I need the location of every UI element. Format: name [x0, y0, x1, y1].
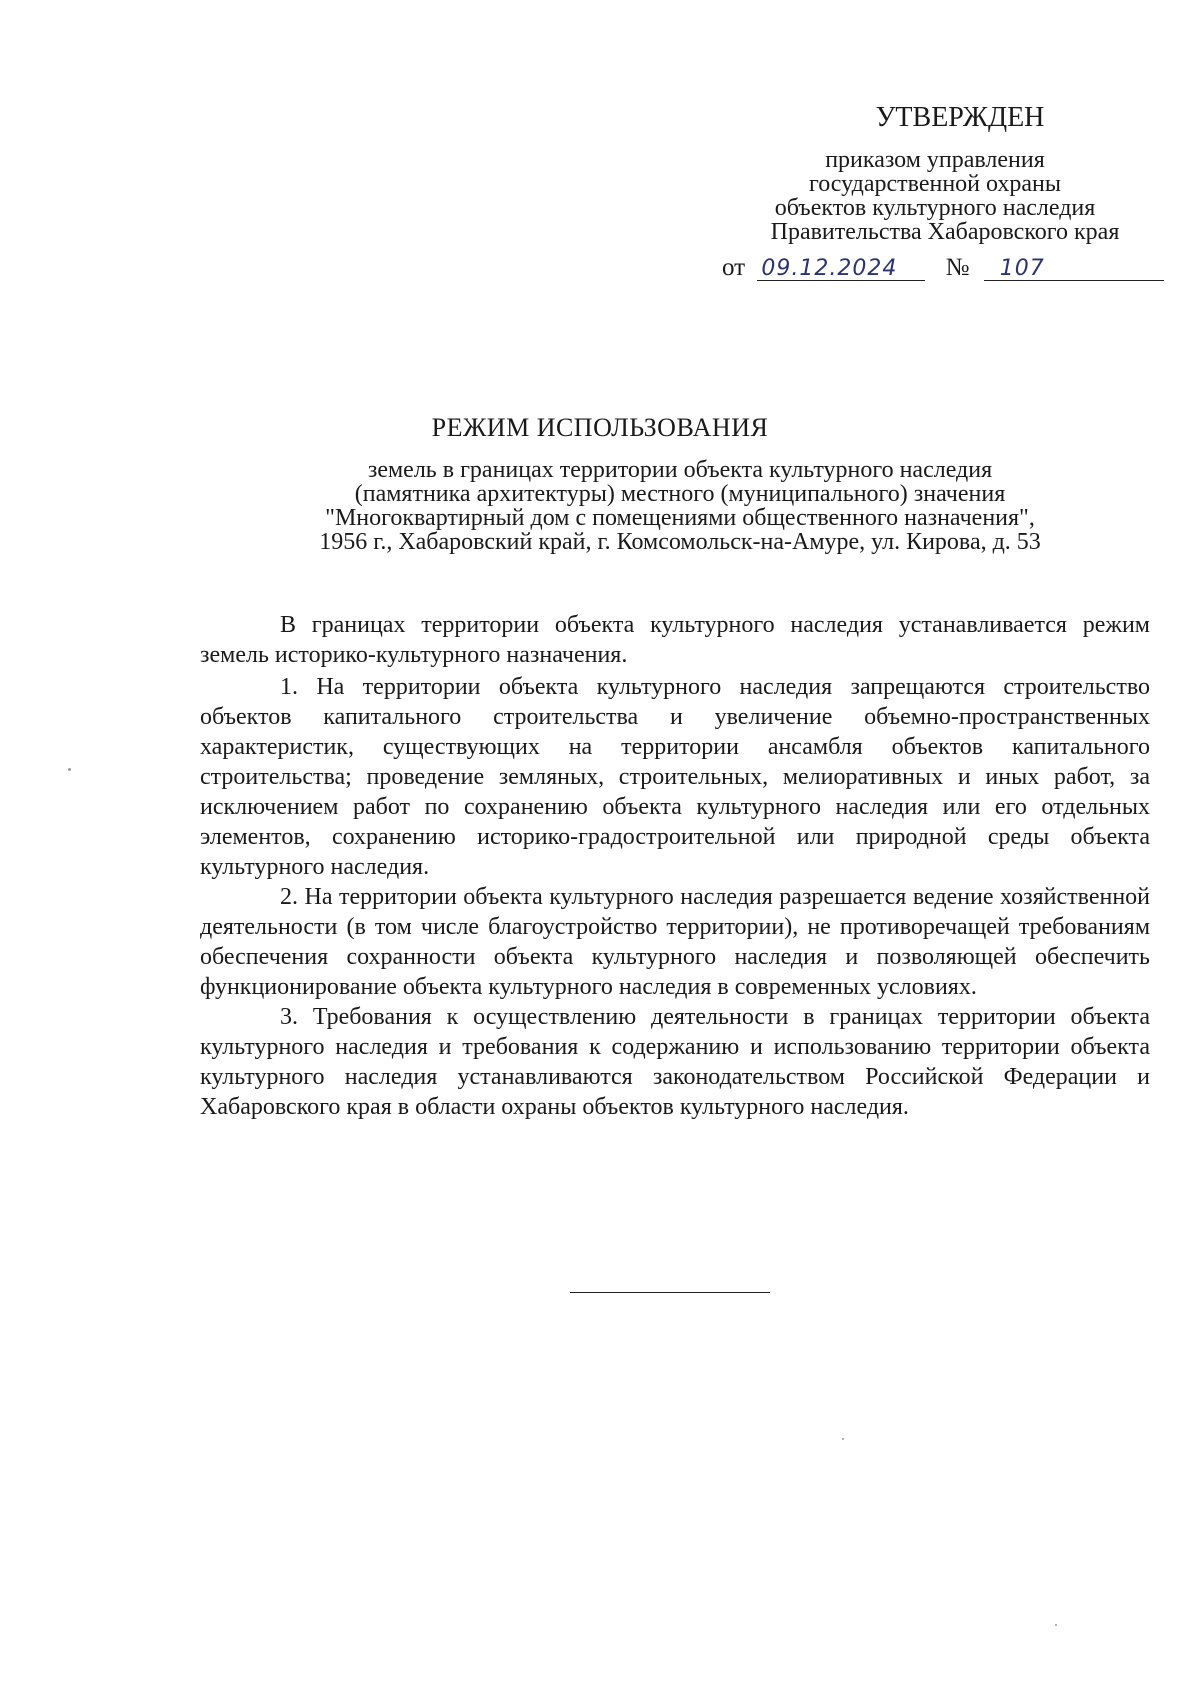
clause-3-paragraph: 3. Требования к осуществлению деятельности в границах территории объекта культурного наследия и требования к содержанию и использованию территории объекта культурного наследия устанавливаются законодательством Российской Федерации и Хабаровского края в области охраны объектов культурного наследия. [200, 1004, 1150, 1120]
document-subtitle [230, 458, 1130, 554]
subtitle-line: земель в границах территории объекта культурного наследия [367, 457, 993, 483]
intro-paragraph: В границах территории объекта культурного наследия устанавливается режим земель историко-культурного назначения. [200, 612, 1150, 668]
approval-block [700, 102, 1170, 244]
handwritten-date: 09.12.2024 [757, 258, 925, 281]
number-sign: № [945, 254, 970, 281]
document-title: РЕЖИМ ИСПОЛЬЗОВАНИЯ [431, 413, 769, 442]
subtitle-line: (памятника архитектуры) местного (муниципального) значения [354, 481, 1006, 507]
handwritten-number: 107 [984, 258, 1164, 281]
scan-speck [1055, 1624, 1057, 1626]
approval-line: государственной охраны [808, 171, 1062, 197]
end-divider [570, 1292, 770, 1293]
clause-2-paragraph: 2. На территории объекта культурного наследия разрешается ведение хозяйственной деятельности (в том числе благоустройство территории), не противоречащей требованиям обеспечения сохранности объекта культурного наследия и позволяющей обеспечить функционирование объекта культурного наследия в современных условиях. [200, 884, 1150, 1000]
scan-speck [842, 1438, 844, 1440]
subtitle-line: "Многоквартирный дом с помещениями общественного назначения", [325, 505, 1035, 531]
approval-line: приказом управления [825, 147, 1045, 173]
clause-1-paragraph: 1. На территории объекта культурного наследия запрещаются строительство объектов капитального строительства и увеличение объемно-пространственных характеристик, существующих на территории ансамбля объектов капитального строительства; проведение земляных, строительных, мелиоративных и иных работ, за исключением работ по сохранению объекта культурного наследия или его отдельных элементов, сохранению историко-градостроительной или природной среды объекта культурного наследия. [200, 674, 1150, 880]
subtitle-line: 1956 г., Хабаровский край, г. Комсомольск-на-Амуре, ул. Кирова, д. 53 [319, 529, 1041, 555]
approval-title: УТВЕРЖДЕН [875, 102, 1045, 133]
document-body [200, 610, 1150, 1122]
approval-line: объектов культурного наследия [774, 195, 1096, 221]
date-prefix: от [722, 254, 746, 281]
order-date-number [722, 254, 1164, 282]
approval-line: Правительства Хабаровского края [770, 219, 1120, 245]
scan-speck [68, 768, 71, 771]
